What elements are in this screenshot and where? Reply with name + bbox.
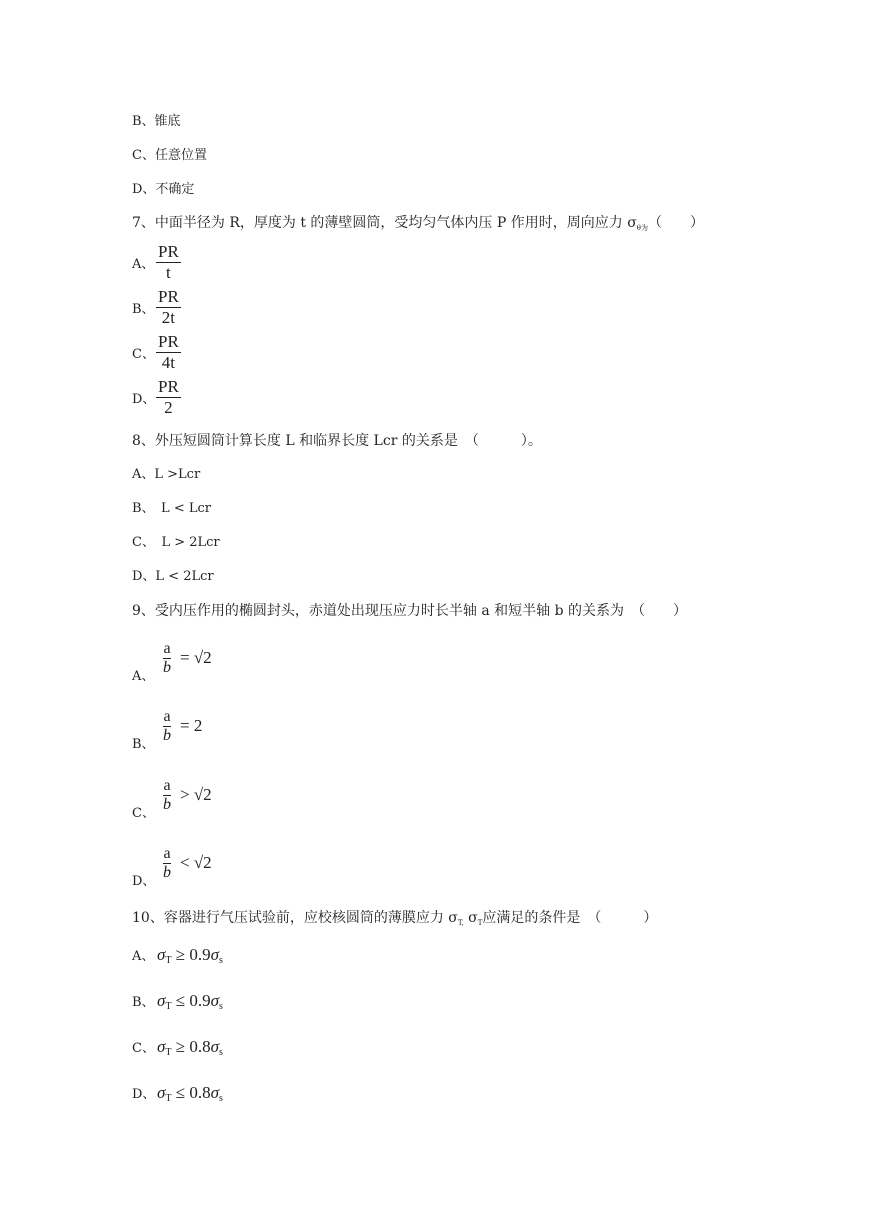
q9-option-b-label: B、: [132, 737, 155, 752]
fraction-numerator: PR: [158, 332, 179, 351]
q10-option-d-formula: $\sigma_T \le 0.8\sigma_s$: [157, 1083, 223, 1104]
q10-option-a-label: A、: [132, 949, 155, 964]
q10-option-c-label: C、: [132, 1041, 155, 1056]
q10-stem-text: 10、容器进行气压试验前，应校核圆筒的薄膜应力 σ: [132, 910, 458, 926]
q7-option-d-label: D、: [132, 392, 156, 407]
q8-option-c: C、 L > 2Lcr: [132, 535, 220, 550]
q8-option-d: D、L < 2Lcr: [132, 569, 214, 584]
q10-option-c-formula: $\sigma_T \ge 0.8\sigma_s$: [157, 1037, 223, 1058]
fraction-denominator: 2t: [161, 308, 176, 327]
fraction-numerator: a: [163, 708, 171, 725]
q8-stem: 8、外压短圆筒计算长度 L 和临界长度 Lcr 的关系是 （ ）。: [132, 433, 542, 449]
formula-relation: ≤ 0.8: [175, 1083, 211, 1102]
fraction-denominator: 4t: [161, 353, 176, 372]
q7-option-a-label: A、: [132, 257, 155, 272]
fraction-denominator: t: [166, 263, 171, 282]
q9-option-b-fraction: [163, 708, 171, 745]
q10-stem-subscript-1: T,: [457, 919, 464, 927]
fraction-denominator: b: [163, 727, 171, 744]
q7-stem-text: 7、中面半径为 R，厚度为 t 的薄壁圆筒，受均匀气体内压 P 作用时，周向应力 σ: [132, 215, 637, 231]
q9-option-c-relation: > √2: [180, 785, 212, 804]
q9-stem: 9、受内压作用的椭圆封头，赤道处出现压应力时长半轴 a 和短半轴 b 的关系为 （ ）: [132, 603, 688, 619]
q7-option-c-fraction: [156, 332, 181, 373]
fraction-numerator: a: [163, 640, 171, 657]
q7-option-c-label: C、: [132, 347, 155, 362]
q9-option-a-relation: = √2: [180, 648, 212, 667]
fraction-denominator: b: [163, 659, 171, 676]
q7-option-a-fraction: [156, 242, 181, 283]
q7-option-b-label: B、: [132, 302, 155, 317]
q6-option-c: C、任意位置: [132, 148, 207, 163]
q9-option-c-fraction: [163, 777, 171, 814]
q6-option-d: D、不确定: [132, 182, 195, 197]
q8-option-a: A、L >Lcr: [132, 467, 201, 482]
q7-stem-subscript: θ为: [636, 224, 648, 232]
q9-option-d-relation: < √2: [180, 853, 212, 872]
q7-option-b-fraction: [156, 287, 181, 328]
q10-option-b-formula: $\sigma_T \le 0.9\sigma_s$: [157, 991, 223, 1012]
q10-option-a-formula: $\sigma_T \ge 0.9\sigma_s$: [157, 945, 223, 966]
q7-stem: [132, 214, 704, 237]
fraction-numerator: PR: [158, 287, 179, 306]
q7-option-d-fraction: [156, 377, 181, 418]
formula-relation: ≥ 0.8: [175, 1037, 211, 1056]
fraction-numerator: a: [163, 845, 171, 862]
fraction-denominator: b: [163, 796, 171, 813]
formula-relation: ≥ 0.9: [175, 945, 211, 964]
q10-stem-mid: σ: [463, 910, 478, 926]
q10-option-d-label: D、: [132, 1087, 156, 1102]
q9-option-a-fraction: [163, 640, 171, 677]
fraction-numerator: PR: [158, 242, 179, 261]
q10-stem-end: 应满足的条件是 （ ）: [482, 910, 658, 926]
fraction-denominator: 2: [164, 398, 173, 417]
q7-stem-end: （ ）: [647, 215, 704, 231]
q9-option-d-label: D、: [132, 874, 156, 889]
q9-option-d-fraction: [163, 845, 171, 882]
fraction-numerator: PR: [158, 377, 179, 396]
formula-relation: ≤ 0.9: [175, 991, 211, 1010]
fraction-numerator: a: [163, 777, 171, 794]
q10-stem-subscript-2: T: [477, 919, 483, 927]
q8-option-b: B、 L < Lcr: [132, 501, 211, 516]
q9-option-c-label: C、: [132, 806, 155, 821]
q9-option-a-label: A、: [132, 669, 155, 684]
q6-option-b: B、锥底: [132, 114, 181, 129]
q10-stem: [132, 909, 657, 932]
q10-option-b-label: B、: [132, 995, 155, 1010]
q9-option-b-relation: = 2: [180, 716, 203, 735]
fraction-denominator: b: [163, 864, 171, 881]
